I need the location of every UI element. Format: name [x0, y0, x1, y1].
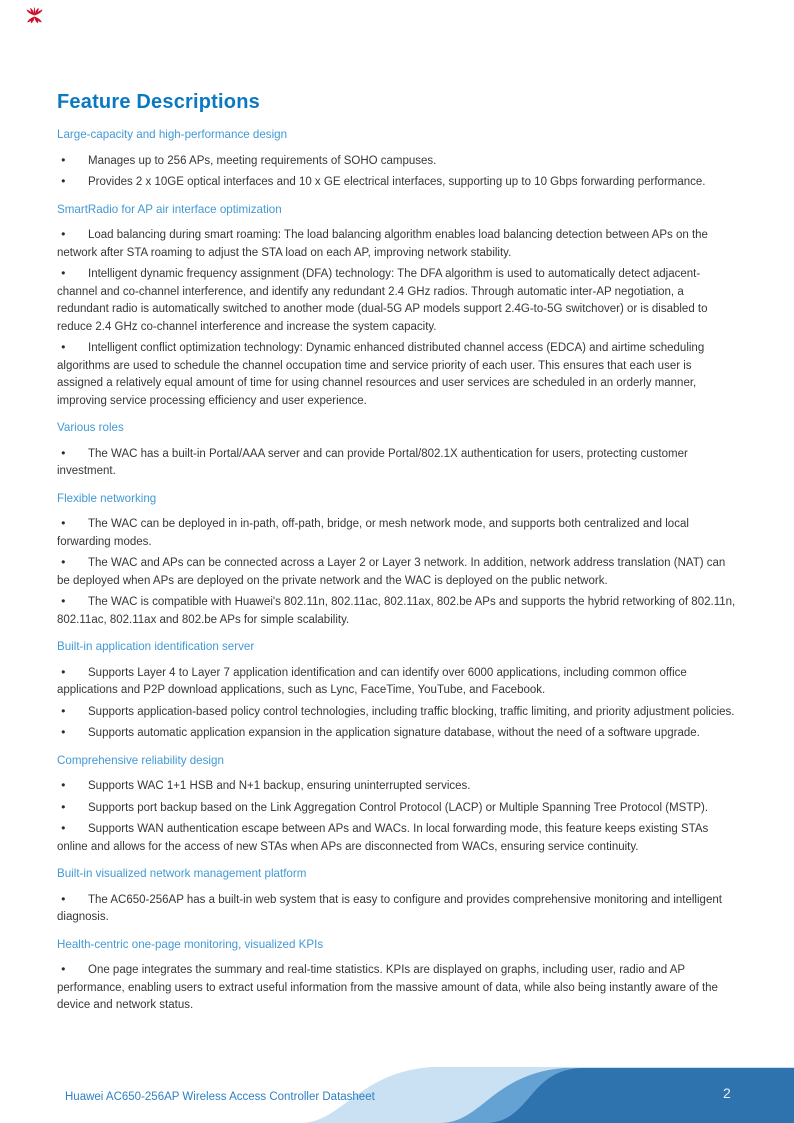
footer-page-number: 2	[723, 1085, 731, 1101]
section-heading: Comprehensive reliability design	[57, 753, 224, 767]
page-title: Feature Descriptions	[57, 91, 260, 113]
page-footer	[0, 1060, 794, 1123]
document-body	[57, 0, 737, 1017]
bullet-item: ● The WAC has a built-in Portal/AAA server and can provide Portal/802.1X authentication for users, protecting customer investment.	[57, 444, 737, 481]
bullet-item: ● Supports WAC 1+1 HSB and N+1 backup, ensuring uninterrupted services.	[57, 776, 737, 796]
bullet-item: ● Provides 2 x 10GE optical interfaces and 10 x GE electrical interfaces, supporting up to 10 Gbps forwarding performance.	[57, 172, 737, 192]
bullet-item: ● The WAC is compatible with Huawei's 802.11n, 802.11ac, 802.11ax, 802.be APs and supports the hybrid retworking of 802.11n, 802.11ac, 802.11ax and 802.be APs for simple scalability.	[57, 592, 737, 629]
bullet-item: ● Manages up to 256 APs, meeting requirements of SOHO campuses.	[57, 151, 737, 171]
bullet-item: ● Supports WAN authentication escape between APs and WACs. In local forwarding mode, this feature keeps existing STAs online and allows for the access of new STAs when APs are disconnected from WACs, ensuring service continuity.	[57, 819, 737, 856]
bullet-item: ● The WAC can be deployed in in-path, off-path, bridge, or mesh network mode, and supports both centralized and local forwarding modes.	[57, 514, 737, 551]
bullet-item: ● Load balancing during smart roaming: The load balancing algorithm enables load balancing detection between APs on the network after STA roaming to adjust the STA load on each AP, improving network stability.	[57, 225, 737, 262]
section-heading: SmartRadio for AP air interface optimization	[57, 202, 282, 216]
footer-doc-title: Huawei AC650-256AP Wireless Access Controller Datasheet	[65, 1091, 375, 1103]
section-network-management	[57, 865, 737, 927]
bullet-item: ● Intelligent dynamic frequency assignment (DFA) technology: The DFA algorithm is used to automatically detect adjacent-channel and co-channel interference, and identify any redundant 2.4 GHz radios. Through automatic inter-AP negotiation, a redundant radio is automatically switched to another mode (dual-5G AP models support 2.4G-to-5G switchover) or is disabled to reduce 2.4 GHz co-channel interference and increase the system capacity.	[57, 264, 737, 336]
bullet-item: ● Supports Layer 4 to Layer 7 application identification and can identify over 6000 applications, including common office applications and P2P download applications, such as Lync, FaceTime, YouTube, and Facebook.	[57, 663, 737, 700]
bullet-item: ● Supports port backup based on the Link Aggregation Control Protocol (LACP) or Multiple Spanning Tree Protocol (MSTP).	[57, 798, 737, 818]
section-heading: Various roles	[57, 421, 124, 434]
bullet-item: ● Supports automatic application expansion in the application signature database, without the need of a software upgrade.	[57, 723, 737, 743]
bullet-item: ● One page integrates the summary and real-time statistics. KPIs are displayed on graphs, including user, radio and AP performance, enabling users to extract useful information from the massive amount of data, while also being instantly aware of the device and network status.	[57, 960, 737, 1015]
bullet-item: ● Intelligent conflict optimization technology: Dynamic enhanced distributed channel access (EDCA) and airtime scheduling algorithms are used to schedule the channel occupation time and service priority of each user. This ensures that each user is assigned a relatively equal amount of time for using channel resources and user services are scheduled in an orderly manner, improving service processing efficiency and user experience.	[57, 338, 737, 410]
section-flexible-networking	[57, 490, 737, 630]
section-heading: Built-in visualized network management platform	[57, 867, 307, 880]
bullet-item: ● The AC650-256AP has a built-in web system that is easy to configure and provides comprehensive monitoring and intelligent diagnosis.	[57, 890, 737, 927]
section-large-capacity	[57, 126, 737, 192]
section-app-identification	[57, 638, 737, 743]
bullet-item: ● The WAC and APs can be connected across a Layer 2 or Layer 3 network. In addition, network address translation (NAT) can be deployed when APs are deployed on the private network and the WAC is deployed on the public network.	[57, 553, 737, 590]
section-heading: Flexible networking	[57, 491, 157, 505]
bullet-item: ● Supports application-based policy control technologies, including traffic blocking, traffic limiting, and priority adjustment policies.	[57, 702, 737, 722]
section-reliability	[57, 752, 737, 857]
section-smartradio	[57, 201, 737, 411]
section-heading: Built-in application identification server	[57, 640, 255, 653]
section-heading: Large-capacity and high-performance design	[57, 128, 288, 141]
section-heading: Health-centric one-page monitoring, visualized KPIs	[57, 937, 324, 951]
huawei-logo-icon	[26, 7, 43, 24]
section-health-monitoring	[57, 936, 737, 1015]
section-various-roles	[57, 419, 737, 481]
